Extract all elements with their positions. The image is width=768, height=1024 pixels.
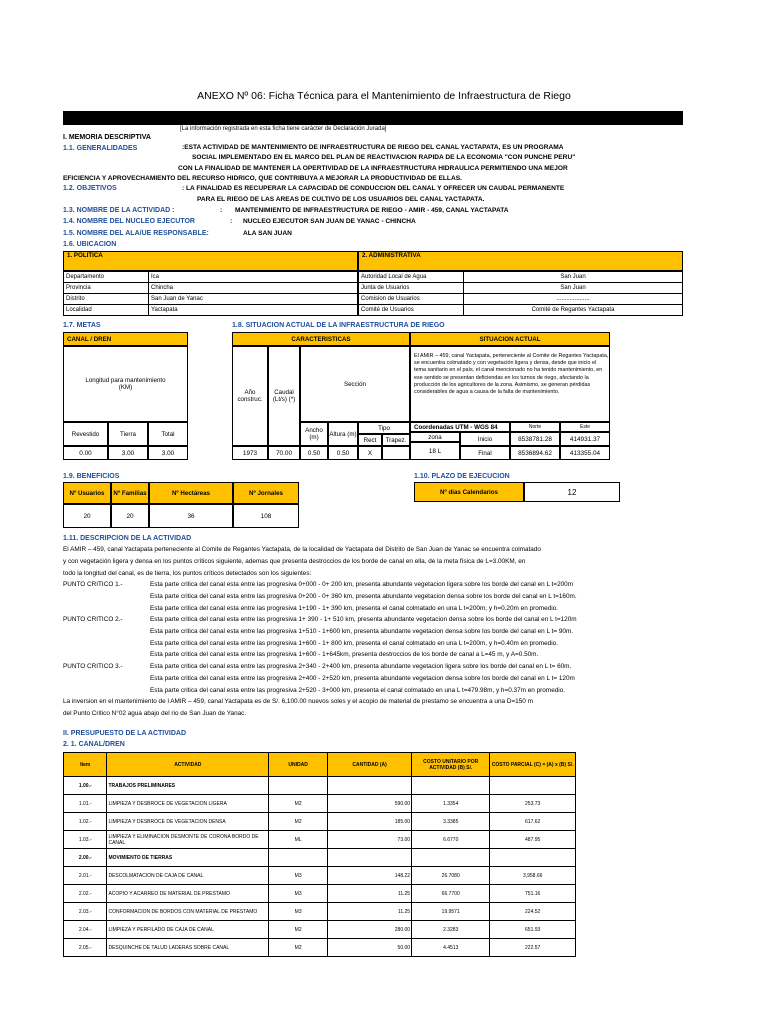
generalidades-line-2: SOCIAL IMPLEMENTADO EN EL MARCO DEL PLAN DE REACTIVACION RAPIDA DE LA ECONOMIA "CON PUNCHE PERU": [192, 154, 576, 161]
unitario-cell: 19.9571: [412, 903, 490, 921]
item-cell: 2.03.-: [64, 903, 107, 921]
item-header: Item: [64, 753, 107, 777]
anio-header: Año construc.: [232, 346, 268, 446]
anio-value: 1973: [232, 446, 268, 460]
generalidades-label: 1.1. GENERALIDADES: [63, 145, 138, 152]
table-row: [64, 885, 576, 903]
unitario-header: COSTO UNITARIO POR ACTIVIDAD (B) S/.: [412, 753, 490, 777]
admin-key: Autoridad Local de Agua: [359, 272, 464, 283]
metas-val-revestido: 0.00: [63, 446, 108, 460]
parcial-cell: 751.16: [490, 885, 576, 903]
parcial-cell: 222.57: [490, 939, 576, 957]
dias-value: 12: [524, 482, 620, 502]
beneficios-label: 1.9. BENEFICIOS: [63, 473, 120, 480]
cantidad-cell: 50.00: [328, 939, 412, 957]
punto-1-line: Esta parte critica del canal esta entre las progresiva 1+190 - 1+ 390 km, presenta el canal colmatado en una L t=200m, y h=0.20m en promedio.: [150, 605, 558, 612]
table-row: [64, 795, 576, 813]
inicio-este: 414931.37: [560, 432, 610, 446]
cantidad-cell: 148.22: [328, 867, 412, 885]
objetivos-line-1: : LA FINALIDAD ES RECUPERAR LA CAPACIDAD DE CONDUCCION DEL CANAL Y OFRECER UN CAUDAL PERMANENTE: [182, 185, 565, 192]
descripcion-intro-2: y con vegetación ligera y densa en los puntos críticos siguiente, ademas que presenta destroccios de los borde de canal en ella, de la meta física de L=3.00KM, en: [63, 558, 526, 565]
caudal-header: Caudal (Lt/s) (*): [268, 346, 300, 446]
politica-value: San Juan de Yanac: [149, 294, 358, 305]
familias-value: 20: [111, 504, 149, 528]
politica-row: [64, 272, 358, 283]
rect-header: Rect: [358, 434, 382, 446]
metas-col-total: Total: [148, 422, 188, 446]
unitario-cell: 26.7080: [412, 867, 490, 885]
usuarios-header: Nº Usuarios: [63, 482, 111, 504]
unidad-cell: M2: [269, 939, 328, 957]
actividad-cell: DESQUINCHE DE TALUD LADERAS SOBRE CANAL: [107, 939, 269, 957]
altura-header: Altura (m): [328, 422, 358, 446]
metas-col-tierra: Tierra: [108, 422, 148, 446]
table-row: [64, 939, 576, 957]
admin-value: San Juan: [464, 272, 683, 283]
cantidad-cell: 280.00: [328, 921, 412, 939]
punto-2-line: Esta parte critica del canal esta entre las progresiva 1+ 390 - 1+ 510 km, presenta abundante vegetacion densa sobre los borde del canal en L t=120m: [150, 616, 577, 623]
admin-value: Comité de Regantes Yactapata: [464, 305, 683, 316]
caracteristicas-header: CARACTERISTICAS: [232, 332, 410, 346]
ala-value: ALA SAN JUAN: [243, 230, 292, 237]
punto-3-line: Esta parte critica del canal esta entre las progresiva 2+400 - 2+520 km, presenta abundante vegetacion densa sobre los borde del canal en L t= 120m: [150, 675, 575, 682]
caudal-value: 70.00: [268, 446, 300, 460]
parcial-cell: 224.52: [490, 903, 576, 921]
descripcion-closing-2: del Punto Critico N°02 agua abajo del rio de San Juan de Yanac.: [63, 710, 247, 717]
descripcion-label: 1.11. DESCRIPCION DE LA ACTIVIDAD: [63, 535, 192, 542]
punto-3-line: Esta parte critica del canal esta entre las progresiva 2+340 - 2+400 km, presenta abundante vegetacion ligera sobre los borde del canal en L t= 60m.: [150, 663, 572, 670]
item-cell: 1.01.-: [64, 795, 107, 813]
cantidad-cell: 11.25: [328, 903, 412, 921]
ala-label: 1.5. NOMBRE DEL ALA/UE RESPONSABLE:: [63, 230, 209, 237]
cantidad-header: CANTIDAD (A): [328, 753, 412, 777]
punto-critico-3-label: PUNTO CRITICO 3.-: [63, 663, 123, 670]
punto-2-line: Esta parte critica del canal esta entre las progresiva 1+600 - 1+ 800 km, presenta el canal colmatado en una L t=200m, y h=0.40m en promedio.: [150, 640, 558, 647]
admin-key: Junta de Usuarios: [359, 283, 464, 294]
inicio-label: Inicio: [460, 432, 510, 446]
dias-header: Nº dias Calendarios: [414, 482, 524, 502]
ancho-value: 0.50: [300, 446, 328, 460]
table-row: [64, 903, 576, 921]
item-cell: 2.00.-: [64, 849, 107, 867]
cantidad-cell: 590.00: [328, 795, 412, 813]
rect-value: X: [358, 446, 382, 460]
politica-value: Chincha: [149, 283, 358, 294]
generalidades-line-1: :ESTA ACTIVIDAD DE MANTENIMIENTO DE INFRAESTRUCTURA DE RIEGO DEL CANAL YACTAPATA, ES UN PROGRAMA: [182, 144, 564, 151]
familias-header: Nº Familias: [111, 482, 149, 504]
longitud-box: [63, 346, 188, 422]
cantidad-cell: 73.00: [328, 831, 412, 849]
unidad-cell: M3: [269, 867, 328, 885]
nucleo-value: NUCLEO EJECUTOR SAN JUAN DE YANAC - CHINCHA: [243, 218, 416, 225]
jornales-header: Nº Jornales: [233, 482, 299, 504]
actividad-label: 1.3. NOMBRE DE LA ACTIVIDAD :: [63, 207, 175, 214]
generalidades-line-4: EFICIENCIA Y APROVECHAMIENTO DEL RECURSO HIDRICO, QUE CONTRIBUYA A MEJORAR LA PRODUCTIVIDAD DE ELLAS.: [63, 175, 462, 182]
jornales-value: 108: [233, 504, 299, 528]
cantidad-cell: 185.00: [328, 813, 412, 831]
unitario-cell: 6.6770: [412, 831, 490, 849]
table-row: [64, 831, 576, 849]
table-row: [64, 849, 576, 867]
parcial-cell: 617.62: [490, 813, 576, 831]
politica-value: Yactapata: [149, 305, 358, 316]
actividad-cell: LIMPIEZA Y ELIMINACION DESMONTE DE CORONA BORDO DE CANAL: [107, 831, 269, 849]
unidad-cell: M2: [269, 813, 328, 831]
parcial-cell: 651.93: [490, 921, 576, 939]
final-norte: 8536894.62: [510, 446, 560, 460]
este-header: Este: [560, 422, 610, 432]
metas-val-tierra: 3.00: [108, 446, 148, 460]
politica-row: [64, 305, 358, 316]
unitario-cell: 3.3385: [412, 813, 490, 831]
actividad-cell: LIMPIEZA Y PERFILADO DE CAJA DE CANAL: [107, 921, 269, 939]
nucleo-label: 1.4. NOMBRE DEL NUCLEO EJECUTOR: [63, 218, 195, 225]
generalidades-line-3: CON LA FINALIDAD DE MANTENER LA OPERTIVIDAD DE LA INFRAESTRUCTURA HIDRAULICA PERMITIENDO UNA MEJOR: [178, 165, 568, 172]
situacion-actual-header: SITUACION ACTUAL: [410, 332, 610, 346]
declaration-note: [La información registrada en esta ficha tiene carácter de Declaración Jurada]: [180, 126, 387, 132]
header-bar: [63, 111, 683, 125]
unitario-cell: 66.7700: [412, 885, 490, 903]
item-cell: 2.01.-: [64, 867, 107, 885]
unidad-cell: M2: [269, 921, 328, 939]
parcial-cell: 487.95: [490, 831, 576, 849]
presupuesto-header-row: [64, 753, 576, 777]
trapez-header: Trapez.: [382, 434, 410, 446]
seccion-header: Sección: [300, 346, 410, 422]
document-title: ANEXO Nº 06: Ficha Técnica para el Mantenimiento de Infraestructura de Riego: [197, 90, 571, 102]
objetivos-label: 1.2. OBJETIVOS: [63, 185, 117, 192]
zona-value: 18 L: [410, 442, 460, 460]
memoria-heading: I. MEMORIA DESCRIPTIVA: [63, 134, 151, 141]
item-cell: 1.03.-: [64, 831, 107, 849]
actividad-cell: MOVIMIENTO DE TIERRAS: [107, 849, 269, 867]
norte-header: Norte: [510, 422, 560, 432]
unitario-cell: 4.4513: [412, 939, 490, 957]
plazo-label: 1.10. PLAZO DE EJECUCION: [414, 473, 510, 480]
punto-2-line: Esta parte critica del canal esta entre las progresiva 1+600 - 1+645km, presenta destroccios de los borde de canal a L=45 m, y A=0.50m.: [150, 651, 539, 658]
table-row: [64, 813, 576, 831]
admin-value: San Juan: [464, 283, 683, 294]
situacion-label: 1.8. SITUACION ACTUAL DE LA INFRAESTRUCTURA DE RIEGO: [232, 322, 445, 329]
presupuesto-heading: II. PRESUPUESTO DE LA ACTIVIDAD: [63, 730, 187, 737]
descripcion-intro-1: El AMIR – 459, canal Yactapata perteneciente al Comite de Regantes Yactapata, de la localidad de Yactapata del Distrito de San Juan de Yanac se encuentra colmatado: [63, 546, 541, 553]
zona-header: zona: [410, 432, 460, 442]
situacion-description: El AMIR – 459, canal Yactapata, perteneciente al Comite de Regantes Yactapata, se encuentra colmatado y con vegetación ligera y densa, desde que inicio el tema sanitario en el país, el canal mencionado no ha tenido mantenimiento, en ese sentido se presentan deficiendas en los turnos de riego, afectando la producción de los agricultores de la zona. Asimismo, se generan pérdidas considerables de agua a causa de la falta de mantenimiento.: [410, 346, 610, 422]
punto-critico-2-label: PUNTO CRITICO 2.-: [63, 616, 123, 623]
ancho-header: Ancho (m): [300, 422, 328, 446]
coord-label: Coordenadas UTM - WGS 84: [410, 422, 510, 432]
inicio-norte: 8538781.28: [510, 432, 560, 446]
actividad-cell: TRABAJOS PRELIMINARES: [107, 777, 269, 795]
item-cell: 1.00.-: [64, 777, 107, 795]
actividad-cell: LIMPIEZA Y DESBROCE DE VEGETACION LIGERA: [107, 795, 269, 813]
actividad-cell: CONFORMACION DE BORDOS CON MATERIAL DE PRESTAMO: [107, 903, 269, 921]
admin-value: ....................: [464, 294, 683, 305]
longitud-unit: (KM): [118, 384, 133, 391]
table-row: [64, 777, 576, 795]
actividad-header: ACTIVIDAD: [107, 753, 269, 777]
politica-key: Distrito: [64, 294, 149, 305]
actividad-value: MANTENIMIENTO DE INFRAESTRUCTURA DE RIEGO - AMIR - 459, CANAL YACTAPATA: [235, 207, 509, 214]
administrativa-header: 2. ADMINISTRATIVA: [358, 251, 683, 271]
actividad-cell: DESCOLMATACION DE CAJA DE CANAL: [107, 867, 269, 885]
table-row: [64, 921, 576, 939]
canal-dren-sub: 2. 1. CANAL/DREN: [63, 741, 125, 748]
admin-key: Comité de Usuarios: [359, 305, 464, 316]
politica-key: Localidad: [64, 305, 149, 316]
actividad-colon: :: [220, 207, 223, 214]
actividad-cell: LIMPIEZA Y DESBROCE DE VEGETACION DENSA: [107, 813, 269, 831]
tipo-header: Tipo: [358, 422, 410, 434]
politica-table: [63, 271, 358, 316]
politica-row: [64, 283, 358, 294]
admin-key: Comision de Usuarios: [359, 294, 464, 305]
admin-row: [359, 305, 683, 316]
administrativa-table: [358, 271, 683, 316]
final-label: Final: [460, 446, 510, 460]
punto-2-line: Esta parte critica del canal esta entre las progresiva 1+510 - 1+600 km, presenta abundante vegetacion densa sobre los borde del canal en L t= 90m.: [150, 628, 574, 635]
cantidad-cell: 11.25: [328, 885, 412, 903]
metas-label: 1.7. METAS: [63, 322, 101, 329]
unidad-cell: ML: [269, 831, 328, 849]
politica-key: Departamento: [64, 272, 149, 283]
item-cell: 2.04.-: [64, 921, 107, 939]
metas-val-total: 3.00: [148, 446, 188, 460]
item-cell: 2.05.-: [64, 939, 107, 957]
item-cell: 1.02.-: [64, 813, 107, 831]
item-cell: 2.02.-: [64, 885, 107, 903]
nucleo-colon: :: [230, 218, 233, 225]
unitario-cell: 1.3354: [412, 795, 490, 813]
punto-1-line: Esta parte critica del canal esta entre las progresiva 0+200 - 0+ 360 km, presenta abundante vegetacion densa sobre los borde del canal en L t=160m.: [150, 593, 577, 600]
usuarios-value: 20: [63, 504, 111, 528]
hectareas-header: Nº Hectáreas: [149, 482, 233, 504]
parcial-cell: 253.73: [490, 795, 576, 813]
admin-row: [359, 294, 683, 305]
presupuesto-table: [63, 752, 576, 957]
punto-3-line: Esta parte critica del canal esta entre las progresiva 2+520 - 3+000 km, presenta el canal colmatado en una L t=479.98m, y h=0.37m en promedio.: [150, 687, 566, 694]
admin-row: [359, 272, 683, 283]
actividad-cell: ACOPIO Y ACARREO DE MATERIAL DE PRESTAMO: [107, 885, 269, 903]
unidad-header: UNIDAD: [269, 753, 328, 777]
descripcion-closing-1: La inversion en el mantenimiento de l AMIR – 459, canal Yactapata es de S/. 6,100.00 nuevos soles y el acopio de material de prestamo se encuentra a una D=150 m: [63, 698, 533, 705]
longitud-label: Longitud para mantenimiento: [85, 377, 166, 384]
politica-header: 1. POLITICA: [63, 251, 358, 271]
punto-1-line: Esta parte critica del canal esta entre las progresiva 0+000 - 0+ 200 km, presenta abundante vegetacion ligera sobre los borde del canal en L t=200m: [150, 581, 574, 588]
unidad-cell: M2: [269, 795, 328, 813]
hectareas-value: 36: [149, 504, 233, 528]
politica-value: Ica: [149, 272, 358, 283]
parcial-cell: 3,958.66: [490, 867, 576, 885]
admin-row: [359, 283, 683, 294]
punto-critico-1-label: PUNTO CRITICO 1.-: [63, 581, 123, 588]
table-row: [64, 867, 576, 885]
unitario-cell: 2.3283: [412, 921, 490, 939]
unidad-cell: M3: [269, 885, 328, 903]
objetivos-line-2: PARA EL RIEGO DE LAS AREAS DE CULTIVO DE LOS USUARIOS DEL CANAL YACTAPATA.: [197, 196, 485, 203]
metas-col-revestido: Revestido: [63, 422, 108, 446]
politica-row: [64, 294, 358, 305]
politica-key: Provincia: [64, 283, 149, 294]
canal-dren-header: CANAL / DREN: [63, 332, 188, 346]
parcial-header: COSTO PARCIAL (C) = (A) x (B) S/.: [490, 753, 576, 777]
ubicacion-label: 1.6. UBICACION: [63, 241, 117, 248]
altura-value: 0.50: [328, 446, 358, 460]
final-este: 413355.04: [560, 446, 610, 460]
unidad-cell: M3: [269, 903, 328, 921]
trapez-value: [382, 446, 410, 460]
descripcion-intro-3: todo la longitud del canal, es de tierra, los puntos críticos detectados son los siguientes:: [63, 570, 312, 577]
